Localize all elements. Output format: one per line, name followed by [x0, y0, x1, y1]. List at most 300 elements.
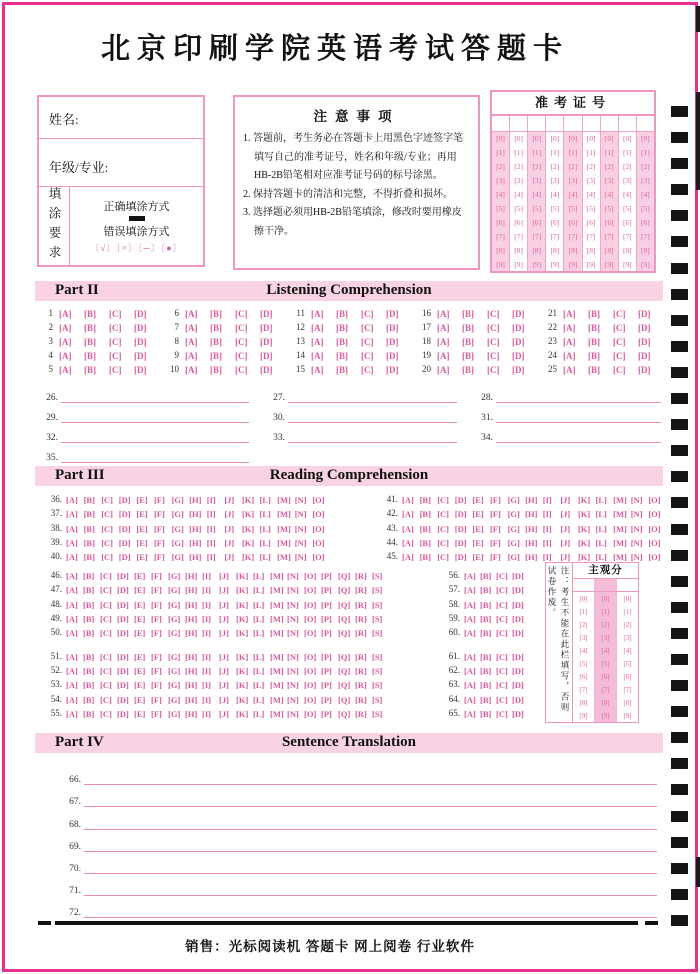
exam-digit-bubble[interactable]: [1] — [564, 146, 582, 160]
option-bubble[interactable]: [B] — [588, 351, 600, 361]
exam-digit-bubble[interactable]: [2] — [583, 160, 601, 174]
option-bubble[interactable]: [B] — [83, 614, 95, 625]
option-bubble[interactable]: [E] — [136, 523, 148, 534]
option-bubble[interactable]: [K] — [236, 614, 249, 625]
option-bubble[interactable]: [L] — [253, 694, 265, 705]
option-bubble[interactable]: [E] — [134, 680, 146, 691]
exam-digit-bubble[interactable]: [3] — [564, 174, 582, 188]
exam-digit-bubble[interactable]: [0] — [601, 132, 619, 146]
option-bubble[interactable]: [A] — [185, 351, 198, 361]
option-bubble[interactable]: [I] — [202, 585, 211, 596]
subjective-digit-bubble[interactable]: [6] — [623, 672, 632, 681]
option-bubble[interactable]: [A] — [66, 495, 78, 506]
option-bubble[interactable]: [D] — [118, 538, 131, 549]
option-bubble[interactable]: [C] — [100, 665, 112, 676]
option-bubble[interactable]: [E] — [134, 585, 146, 596]
exam-digit-bubble[interactable]: [3] — [510, 174, 528, 188]
option-bubble[interactable]: [O] — [304, 585, 317, 596]
exam-digit-bubble[interactable]: [5] — [546, 202, 564, 216]
option-bubble[interactable]: [R] — [355, 599, 367, 610]
option-bubble[interactable]: [B] — [336, 323, 348, 333]
option-bubble[interactable]: [A] — [185, 365, 198, 375]
option-bubble[interactable]: [C] — [613, 309, 626, 319]
option-bubble[interactable]: [B] — [84, 337, 96, 347]
option-bubble[interactable]: [P] — [321, 680, 332, 691]
option-bubble[interactable]: [D] — [260, 309, 273, 319]
option-bubble[interactable]: [D] — [117, 651, 129, 662]
exam-digit-bubble[interactable]: [3] — [528, 174, 546, 188]
option-bubble[interactable]: [Q] — [338, 694, 351, 705]
option-bubble[interactable]: [A] — [311, 337, 324, 347]
option-bubble[interactable]: [N] — [630, 552, 643, 563]
option-bubble[interactable]: [N] — [294, 495, 307, 506]
exam-digit-bubble[interactable]: [6] — [510, 215, 528, 229]
option-bubble[interactable]: [R] — [355, 680, 367, 691]
option-bubble[interactable]: [B] — [210, 323, 222, 333]
option-bubble[interactable]: [I] — [206, 538, 216, 549]
option-bubble[interactable]: [D] — [386, 337, 399, 347]
option-bubble[interactable]: [L] — [595, 523, 607, 534]
option-bubble[interactable]: [P] — [321, 651, 332, 662]
option-bubble[interactable]: [D] — [117, 628, 129, 639]
option-bubble[interactable]: [B] — [588, 323, 600, 333]
exam-digit-bubble[interactable]: [2] — [528, 160, 546, 174]
option-bubble[interactable]: [B] — [419, 552, 431, 563]
option-bubble[interactable]: [N] — [287, 651, 299, 662]
option-bubble[interactable]: [H] — [189, 523, 202, 534]
option-bubble[interactable]: [C] — [101, 495, 113, 506]
exam-digit-bubble[interactable]: [0] — [619, 132, 637, 146]
option-bubble[interactable]: [H] — [189, 509, 202, 520]
answer-line[interactable] — [84, 894, 657, 896]
exam-digit-bubble[interactable]: [0] — [528, 132, 546, 146]
option-bubble[interactable]: [N] — [630, 495, 643, 506]
name-field[interactable] — [39, 97, 203, 139]
option-bubble[interactable]: [B] — [419, 509, 431, 520]
option-bubble[interactable]: [O] — [304, 628, 317, 639]
option-bubble[interactable]: [I] — [202, 694, 211, 705]
answer-line[interactable] — [84, 850, 657, 852]
option-bubble[interactable]: [G] — [171, 495, 184, 506]
exam-digit-bubble[interactable]: [0] — [564, 132, 582, 146]
option-bubble[interactable]: [I] — [202, 680, 211, 691]
option-bubble[interactable]: [S] — [372, 628, 383, 639]
exam-digit-bubble[interactable]: [7] — [510, 229, 528, 243]
option-bubble[interactable]: [L] — [253, 665, 265, 676]
option-bubble[interactable]: [S] — [372, 708, 383, 719]
option-bubble[interactable]: [B] — [83, 571, 95, 582]
option-bubble[interactable]: [J] — [219, 680, 229, 691]
option-bubble[interactable]: [O] — [648, 509, 661, 520]
subjective-digit-bubble[interactable]: [5] — [573, 657, 595, 670]
option-bubble[interactable]: [L] — [259, 523, 271, 534]
option-bubble[interactable]: [C] — [361, 323, 374, 333]
option-bubble[interactable]: [G] — [507, 523, 520, 534]
option-bubble[interactable]: [E] — [472, 552, 484, 563]
option-bubble[interactable]: [D] — [117, 599, 129, 610]
option-bubble[interactable]: [O] — [312, 523, 325, 534]
exam-digit-bubble[interactable]: [1] — [492, 146, 510, 160]
option-bubble[interactable]: [A] — [66, 680, 78, 691]
option-bubble[interactable]: [R] — [355, 614, 367, 625]
option-bubble[interactable]: [L] — [595, 509, 607, 520]
option-bubble[interactable]: [E] — [134, 665, 146, 676]
option-bubble[interactable]: [M] — [270, 694, 284, 705]
option-bubble[interactable]: [D] — [117, 585, 129, 596]
option-bubble[interactable]: [J] — [219, 614, 229, 625]
option-bubble[interactable]: [B] — [83, 552, 95, 563]
option-bubble[interactable]: [B] — [83, 680, 95, 691]
option-bubble[interactable]: [H] — [525, 552, 538, 563]
option-bubble[interactable]: [H] — [185, 585, 198, 596]
option-bubble[interactable]: [S] — [372, 694, 383, 705]
option-bubble[interactable]: [C] — [437, 538, 449, 549]
option-bubble[interactable]: [L] — [259, 538, 271, 549]
exam-digit-bubble[interactable]: [8] — [492, 243, 510, 257]
option-bubble[interactable]: [F] — [153, 552, 165, 563]
option-bubble[interactable]: [C] — [101, 523, 113, 534]
option-bubble[interactable]: [K] — [236, 665, 249, 676]
option-bubble[interactable]: [A] — [66, 538, 78, 549]
option-bubble[interactable]: [H] — [185, 614, 198, 625]
option-bubble[interactable]: [B] — [480, 651, 492, 662]
option-bubble[interactable]: [S] — [372, 651, 383, 662]
option-bubble[interactable]: [G] — [168, 628, 181, 639]
option-bubble[interactable]: [C] — [487, 365, 500, 375]
option-bubble[interactable]: [C] — [496, 599, 508, 610]
option-bubble[interactable]: [A] — [437, 323, 450, 333]
option-bubble[interactable]: [R] — [355, 694, 367, 705]
answer-line[interactable] — [61, 461, 249, 463]
option-bubble[interactable]: [B] — [480, 585, 492, 596]
option-bubble[interactable]: [N] — [287, 571, 299, 582]
option-bubble[interactable]: [C] — [437, 552, 449, 563]
option-bubble[interactable]: [B] — [84, 351, 96, 361]
option-bubble[interactable]: [D] — [638, 337, 651, 347]
option-bubble[interactable]: [H] — [185, 694, 198, 705]
option-bubble[interactable]: [B] — [480, 599, 492, 610]
option-bubble[interactable]: [J] — [560, 523, 571, 534]
option-bubble[interactable]: [L] — [595, 552, 607, 563]
option-bubble[interactable]: [D] — [134, 351, 147, 361]
option-bubble[interactable]: [C] — [496, 694, 508, 705]
subjective-write-cell[interactable] — [573, 579, 595, 591]
option-bubble[interactable]: [Q] — [338, 599, 351, 610]
option-bubble[interactable]: [C] — [361, 351, 374, 361]
option-bubble[interactable]: [R] — [355, 708, 367, 719]
option-bubble[interactable]: [G] — [168, 680, 181, 691]
option-bubble[interactable]: [C] — [361, 365, 374, 375]
option-bubble[interactable]: [C] — [613, 351, 626, 361]
option-bubble[interactable]: [E] — [472, 523, 484, 534]
option-bubble[interactable]: [E] — [134, 628, 146, 639]
exam-digit-bubble[interactable]: [4] — [492, 188, 510, 202]
option-bubble[interactable]: [B] — [83, 665, 95, 676]
option-bubble[interactable]: [A] — [185, 309, 198, 319]
option-bubble[interactable]: [O] — [304, 614, 317, 625]
option-bubble[interactable]: [D] — [638, 365, 651, 375]
option-bubble[interactable]: [A] — [464, 651, 476, 662]
subjective-digit-bubble[interactable]: [4] — [595, 644, 617, 657]
option-bubble[interactable]: [J] — [219, 571, 229, 582]
exam-digit-bubble[interactable]: [3] — [583, 174, 601, 188]
option-bubble[interactable]: [C] — [361, 309, 374, 319]
option-bubble[interactable]: [D] — [386, 309, 399, 319]
option-bubble[interactable]: [B] — [588, 365, 600, 375]
option-bubble[interactable]: [C] — [100, 614, 112, 625]
option-bubble[interactable]: [C] — [437, 523, 449, 534]
option-bubble[interactable]: [A] — [66, 708, 78, 719]
option-bubble[interactable]: [C] — [496, 680, 508, 691]
option-bubble[interactable]: [J] — [224, 538, 235, 549]
option-bubble[interactable]: [D] — [512, 628, 524, 639]
option-bubble[interactable]: [I] — [202, 651, 211, 662]
option-bubble[interactable]: [J] — [560, 552, 571, 563]
option-bubble[interactable]: [A] — [563, 365, 576, 375]
option-bubble[interactable]: [D] — [638, 323, 651, 333]
option-bubble[interactable]: [F] — [151, 651, 162, 662]
option-bubble[interactable]: [O] — [304, 599, 317, 610]
option-bubble[interactable]: [S] — [372, 665, 383, 676]
option-bubble[interactable]: [K] — [236, 585, 249, 596]
exam-digit-bubble[interactable]: [5] — [601, 202, 619, 216]
subjective-digit-bubble[interactable]: [0] — [623, 594, 632, 603]
option-bubble[interactable]: [I] — [202, 708, 211, 719]
option-bubble[interactable]: [O] — [648, 538, 661, 549]
exam-digit-bubble[interactable]: [6] — [601, 215, 619, 229]
option-bubble[interactable]: [F] — [153, 523, 165, 534]
option-bubble[interactable]: [B] — [336, 309, 348, 319]
option-bubble[interactable]: [S] — [372, 614, 383, 625]
option-bubble[interactable]: [D] — [512, 323, 525, 333]
option-bubble[interactable]: [G] — [168, 571, 181, 582]
option-bubble[interactable]: [C] — [100, 599, 112, 610]
option-bubble[interactable]: [I] — [206, 495, 216, 506]
option-bubble[interactable]: [C] — [496, 571, 508, 582]
option-bubble[interactable]: [G] — [168, 599, 181, 610]
exam-digit-bubble[interactable]: [9] — [583, 257, 601, 271]
option-bubble[interactable]: [M] — [270, 708, 284, 719]
option-bubble[interactable]: [C] — [613, 337, 626, 347]
option-bubble[interactable]: [J] — [224, 495, 235, 506]
option-bubble[interactable]: [K] — [241, 523, 255, 534]
option-bubble[interactable]: [D] — [512, 665, 524, 676]
option-bubble[interactable]: [B] — [462, 309, 474, 319]
option-bubble[interactable]: [I] — [206, 523, 216, 534]
option-bubble[interactable]: [B] — [83, 538, 95, 549]
exam-digit-bubble[interactable]: [7] — [601, 229, 619, 243]
option-bubble[interactable]: [M] — [270, 665, 284, 676]
exam-digit-bubble[interactable]: [7] — [528, 229, 546, 243]
subjective-digit-bubble[interactable]: [4] — [573, 644, 595, 657]
option-bubble[interactable]: [B] — [480, 571, 492, 582]
exam-digit-bubble[interactable]: [4] — [583, 188, 601, 202]
exam-digit-bubble[interactable]: [0] — [583, 132, 601, 146]
option-bubble[interactable]: [D] — [260, 323, 273, 333]
exam-digit-bubble[interactable]: [1] — [528, 146, 546, 160]
exam-digit-bubble[interactable]: [2] — [510, 160, 528, 174]
option-bubble[interactable]: [D] — [117, 680, 129, 691]
option-bubble[interactable]: [K] — [236, 694, 249, 705]
option-bubble[interactable]: [Q] — [338, 651, 351, 662]
option-bubble[interactable]: [B] — [462, 365, 474, 375]
option-bubble[interactable]: [S] — [372, 680, 383, 691]
exam-digit-bubble[interactable]: [8] — [619, 243, 637, 257]
subjective-digit-bubble[interactable]: [3] — [623, 633, 632, 642]
option-bubble[interactable]: [B] — [480, 708, 492, 719]
exam-digit-bubble[interactable]: [9] — [510, 257, 528, 271]
option-bubble[interactable]: [B] — [480, 614, 492, 625]
option-bubble[interactable]: [M] — [270, 614, 284, 625]
option-bubble[interactable]: [F] — [489, 552, 501, 563]
option-bubble[interactable]: [O] — [648, 552, 661, 563]
option-bubble[interactable]: [D] — [118, 552, 131, 563]
option-bubble[interactable]: [D] — [512, 351, 525, 361]
option-bubble[interactable]: [D] — [118, 523, 131, 534]
option-bubble[interactable]: [B] — [462, 337, 474, 347]
option-bubble[interactable]: [G] — [168, 665, 181, 676]
exam-digit-bubble[interactable]: [9] — [492, 257, 510, 271]
option-bubble[interactable]: [P] — [321, 599, 332, 610]
option-bubble[interactable]: [D] — [512, 309, 525, 319]
option-bubble[interactable]: [E] — [472, 495, 484, 506]
exam-number-write-cell[interactable] — [601, 116, 619, 131]
option-bubble[interactable]: [K] — [577, 538, 591, 549]
option-bubble[interactable]: [C] — [496, 614, 508, 625]
option-bubble[interactable]: [D] — [118, 495, 131, 506]
exam-digit-bubble[interactable]: [6] — [619, 215, 637, 229]
exam-digit-bubble[interactable]: [5] — [583, 202, 601, 216]
subjective-digit-bubble[interactable]: [7] — [623, 685, 632, 694]
option-bubble[interactable]: [B] — [83, 599, 95, 610]
option-bubble[interactable]: [D] — [134, 337, 147, 347]
option-bubble[interactable]: [N] — [287, 694, 299, 705]
option-bubble[interactable]: [B] — [83, 694, 95, 705]
option-bubble[interactable]: [J] — [219, 708, 229, 719]
option-bubble[interactable]: [D] — [454, 538, 467, 549]
subjective-digit-bubble[interactable]: [7] — [595, 683, 617, 696]
option-bubble[interactable]: [K] — [241, 509, 255, 520]
subjective-digit-bubble[interactable]: [2] — [623, 620, 632, 629]
exam-digit-bubble[interactable]: [8] — [528, 243, 546, 257]
answer-line[interactable] — [84, 828, 657, 830]
option-bubble[interactable]: [I] — [202, 614, 211, 625]
option-bubble[interactable]: [A] — [563, 351, 576, 361]
option-bubble[interactable]: [C] — [101, 509, 113, 520]
answer-line[interactable] — [84, 805, 657, 807]
option-bubble[interactable]: [D] — [512, 365, 525, 375]
option-bubble[interactable]: [N] — [294, 509, 307, 520]
option-bubble[interactable]: [Q] — [338, 585, 351, 596]
subjective-digit-bubble[interactable]: [3] — [573, 631, 595, 644]
option-bubble[interactable]: [C] — [109, 351, 122, 361]
option-bubble[interactable]: [B] — [83, 708, 95, 719]
option-bubble[interactable]: [A] — [66, 614, 78, 625]
option-bubble[interactable]: [C] — [235, 337, 248, 347]
option-bubble[interactable]: [A] — [66, 651, 78, 662]
option-bubble[interactable]: [R] — [355, 665, 367, 676]
option-bubble[interactable]: [D] — [512, 337, 525, 347]
option-bubble[interactable]: [J] — [560, 538, 571, 549]
option-bubble[interactable]: [C] — [100, 628, 112, 639]
option-bubble[interactable]: [P] — [321, 694, 332, 705]
option-bubble[interactable]: [O] — [648, 523, 661, 534]
option-bubble[interactable]: [A] — [437, 365, 450, 375]
exam-digit-bubble[interactable]: [1] — [601, 146, 619, 160]
option-bubble[interactable]: [H] — [185, 651, 198, 662]
option-bubble[interactable]: [R] — [355, 585, 367, 596]
option-bubble[interactable]: [A] — [311, 323, 324, 333]
option-bubble[interactable]: [G] — [171, 523, 184, 534]
option-bubble[interactable]: [L] — [253, 680, 265, 691]
option-bubble[interactable]: [O] — [312, 538, 325, 549]
option-bubble[interactable]: [B] — [210, 337, 222, 347]
exam-digit-bubble[interactable]: [8] — [546, 243, 564, 257]
option-bubble[interactable]: [B] — [480, 694, 492, 705]
option-bubble[interactable]: [G] — [171, 538, 184, 549]
option-bubble[interactable]: [M] — [270, 571, 284, 582]
option-bubble[interactable]: [G] — [507, 538, 520, 549]
option-bubble[interactable]: [M] — [270, 651, 284, 662]
exam-digit-bubble[interactable]: [4] — [564, 188, 582, 202]
option-bubble[interactable]: [D] — [454, 509, 467, 520]
option-bubble[interactable]: [B] — [210, 365, 222, 375]
option-bubble[interactable]: [F] — [151, 680, 162, 691]
option-bubble[interactable]: [A] — [66, 552, 78, 563]
exam-number-write-cell[interactable] — [510, 116, 528, 131]
option-bubble[interactable]: [H] — [185, 628, 198, 639]
option-bubble[interactable]: [E] — [136, 538, 148, 549]
exam-number-write-cell[interactable] — [637, 116, 654, 131]
exam-digit-bubble[interactable]: [1] — [637, 146, 654, 160]
option-bubble[interactable]: [J] — [219, 628, 229, 639]
option-bubble[interactable]: [N] — [630, 509, 643, 520]
option-bubble[interactable]: [O] — [304, 571, 317, 582]
option-bubble[interactable]: [H] — [189, 495, 202, 506]
option-bubble[interactable]: [C] — [100, 694, 112, 705]
option-bubble[interactable]: [F] — [151, 585, 162, 596]
option-bubble[interactable]: [N] — [294, 538, 307, 549]
exam-number-write-row[interactable] — [492, 116, 654, 132]
option-bubble[interactable]: [A] — [402, 509, 414, 520]
exam-digit-bubble[interactable]: [7] — [637, 229, 654, 243]
option-bubble[interactable]: [B] — [462, 323, 474, 333]
option-bubble[interactable]: [C] — [437, 509, 449, 520]
option-bubble[interactable]: [L] — [259, 509, 271, 520]
option-bubble[interactable]: [A] — [464, 694, 476, 705]
option-bubble[interactable]: [F] — [489, 495, 501, 506]
option-bubble[interactable]: [C] — [100, 571, 112, 582]
exam-digit-bubble[interactable]: [6] — [583, 215, 601, 229]
option-bubble[interactable]: [H] — [185, 680, 198, 691]
option-bubble[interactable]: [F] — [153, 509, 165, 520]
exam-digit-bubble[interactable]: [2] — [619, 160, 637, 174]
exam-digit-bubble[interactable]: [4] — [546, 188, 564, 202]
option-bubble[interactable]: [D] — [512, 614, 524, 625]
option-bubble[interactable]: [P] — [321, 665, 332, 676]
option-bubble[interactable]: [P] — [321, 571, 332, 582]
option-bubble[interactable]: [P] — [321, 628, 332, 639]
subjective-write-cell[interactable] — [617, 579, 638, 591]
option-bubble[interactable]: [E] — [136, 552, 148, 563]
option-bubble[interactable]: [C] — [101, 538, 113, 549]
option-bubble[interactable]: [G] — [168, 708, 181, 719]
option-bubble[interactable]: [J] — [560, 495, 571, 506]
option-bubble[interactable]: [B] — [83, 509, 95, 520]
option-bubble[interactable]: [M] — [613, 552, 627, 563]
option-bubble[interactable]: [A] — [59, 323, 72, 333]
option-bubble[interactable]: [N] — [287, 585, 299, 596]
